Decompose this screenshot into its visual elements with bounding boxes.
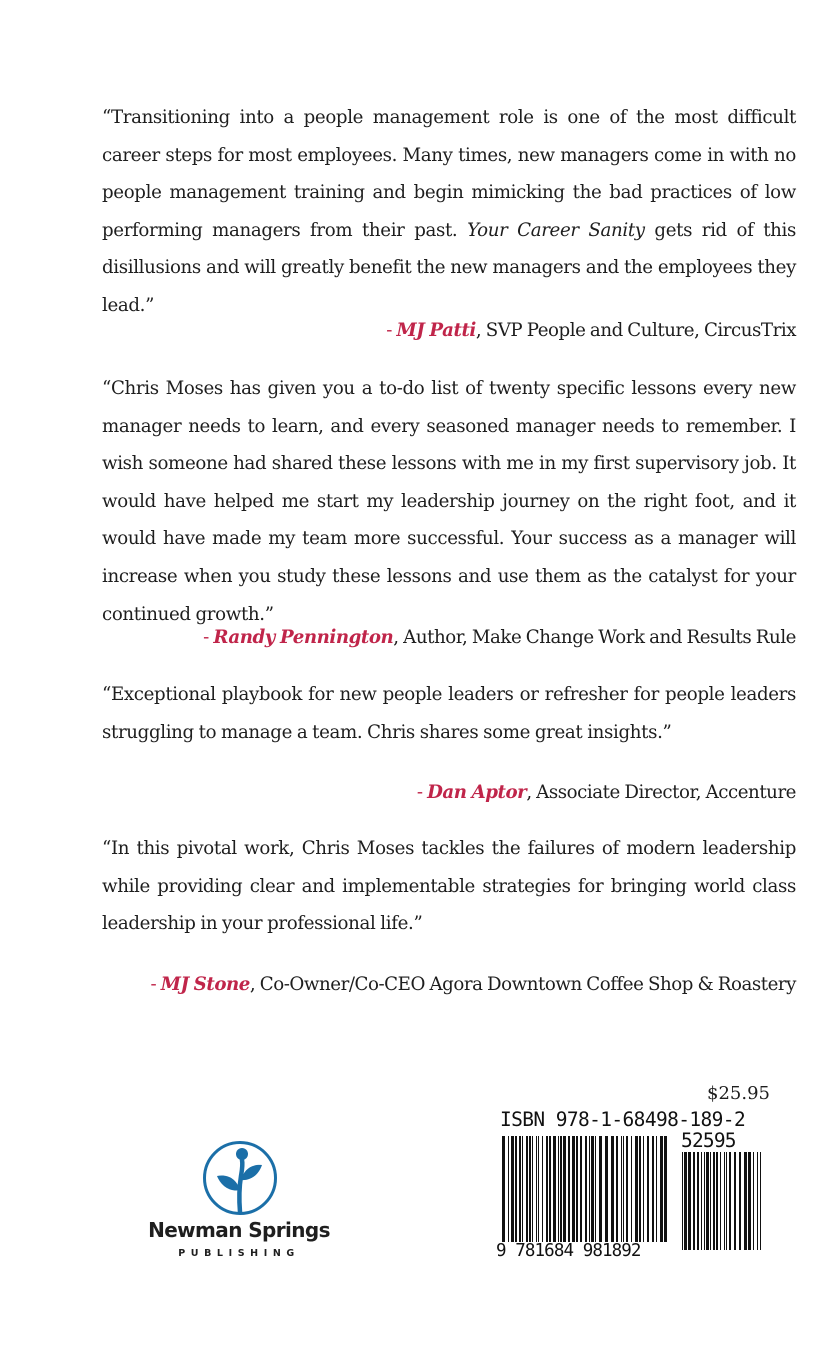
barcode-bar	[616, 1136, 618, 1242]
blurb-attribution	[203, 625, 796, 651]
barcode-bar	[635, 1136, 638, 1242]
barcode-bar	[532, 1136, 533, 1242]
barcode-bar	[744, 1152, 747, 1250]
price-addon-digits: 52595	[681, 1129, 736, 1152]
barcode-bar	[558, 1136, 559, 1242]
addon-bars	[682, 1152, 761, 1250]
blurb-attribution	[417, 780, 796, 806]
isbn-barcode	[496, 1106, 772, 1262]
barcode-bar	[652, 1136, 654, 1242]
barcode-bar	[542, 1136, 543, 1242]
barcode-bar	[538, 1136, 539, 1242]
book-title-italic: Your Career Sanity	[467, 219, 645, 241]
endorser-title: , Associate Director, Accenture	[526, 782, 796, 803]
sprout-circle-icon	[202, 1140, 278, 1216]
barcode-bar	[734, 1152, 736, 1250]
barcode-bar	[549, 1136, 551, 1242]
barcode-bar	[656, 1136, 657, 1242]
barcode-bar	[682, 1152, 683, 1250]
endorser-title: , Co-Owner/Co-CEO Agora Downtown Coffee Shop & Roastery	[249, 974, 796, 995]
barcode-bar	[643, 1136, 644, 1242]
blurb-attribution	[151, 972, 796, 998]
barcode-bar	[706, 1152, 709, 1250]
barcode-bar	[688, 1152, 691, 1250]
blurb-quote-text: “Transitioning into a people management role is one of the most difficult career steps for most employees. Many times, new managers come in with no people management training and begin mimicking the bad practices of low performing managers from their past.	[102, 107, 796, 241]
blurb-attribution	[386, 318, 796, 344]
blurb-quote: “In this pivotal work, Chris Moses tackles the failures of modern leadership while providing clear and implementable strategies for bringing world class leadership in your professional life.”	[102, 838, 796, 935]
barcode-bar	[664, 1136, 667, 1242]
attribution-dash: -	[386, 320, 397, 341]
publisher-subtitle: PUBLISHING	[178, 1248, 300, 1259]
barcode-bar	[660, 1136, 663, 1242]
attribution-dash: -	[203, 627, 214, 648]
barcode-bar	[701, 1152, 702, 1250]
attribution-dash: -	[150, 974, 161, 995]
barcode-bar	[546, 1136, 548, 1242]
barcode-bar	[753, 1152, 754, 1250]
barcode-bar	[704, 1152, 705, 1250]
barcode-bar	[626, 1136, 628, 1242]
endorser-title: , Author, Make Change Work and Results Rule	[393, 627, 796, 648]
barcode-bar	[729, 1152, 731, 1250]
barcode-bar	[631, 1136, 632, 1242]
barcode-bar	[599, 1136, 602, 1242]
barcode-bar	[553, 1136, 556, 1242]
blurb-quote: “Chris Moses has given you a to-do list of twenty specific lessons every new manager needs to learn, and every seasoned manager needs to remember. I wish someone had shared these lessons with me in my first supervisory job. It would have helped me start my leadership journey on the right foot, and it would have made my team more successful. Your success as a manager will increase when you study these lessons and use them as the catalyst for your continued growth.”	[102, 378, 796, 625]
barcode-bar	[739, 1152, 741, 1250]
endorser-name: MJ Patti	[396, 320, 476, 341]
barcode-bar	[529, 1136, 531, 1242]
endorser-name: Dan Aptor	[427, 782, 527, 803]
barcode-bar	[605, 1136, 608, 1242]
barcode-bar	[621, 1136, 622, 1242]
barcode-bar	[576, 1136, 578, 1242]
barcode-bar	[508, 1136, 509, 1242]
barcode-bar	[639, 1136, 641, 1242]
attribution-dash: -	[416, 782, 428, 803]
barcode-bar	[563, 1136, 566, 1242]
barcode-bar	[713, 1152, 715, 1250]
barcode-bar	[724, 1152, 725, 1250]
barcode-bar	[595, 1136, 596, 1242]
barcode-bar	[623, 1136, 624, 1242]
barcode-bar	[560, 1136, 562, 1242]
barcode-bar	[591, 1136, 594, 1242]
barcode-bar	[726, 1152, 727, 1250]
barcode-bar	[757, 1152, 758, 1250]
barcode-bar	[515, 1136, 517, 1242]
price-label: $25.95	[707, 1083, 770, 1104]
blurb-quote	[102, 99, 796, 325]
barcode-bar	[748, 1152, 751, 1250]
ean-bars	[502, 1136, 667, 1242]
publisher-name: Newman Springs	[148, 1218, 330, 1242]
endorser-name: Randy Pennington	[213, 627, 394, 648]
isbn-text: ISBN 978-1-68498-189-2	[500, 1108, 746, 1131]
barcode-bar	[710, 1152, 711, 1250]
barcode-bar	[519, 1136, 521, 1242]
barcode-bar	[693, 1152, 695, 1250]
blurb-quote: “Exceptional playbook for new people leaders or refresher for people leaders struggling to manage a team. Chris shares some great insights.”	[102, 684, 796, 743]
barcode-bar	[536, 1136, 537, 1242]
barcode-bar	[502, 1136, 505, 1242]
barcode-bar	[684, 1152, 687, 1250]
barcode-bar	[572, 1136, 575, 1242]
barcode-bar	[611, 1136, 614, 1242]
endorser-name: MJ Stone	[160, 974, 250, 995]
barcode-bar	[522, 1136, 523, 1242]
barcode-bar	[760, 1152, 761, 1250]
publisher-logo	[128, 1140, 350, 1270]
barcode-icon	[496, 1106, 772, 1262]
barcode-bar	[716, 1152, 718, 1250]
barcode-bar	[589, 1136, 590, 1242]
barcode-bar	[568, 1136, 570, 1242]
barcode-bar	[697, 1152, 699, 1250]
barcode-bar	[647, 1136, 649, 1242]
barcode-bar	[580, 1136, 582, 1242]
barcode-bar	[526, 1136, 528, 1242]
barcode-bar	[720, 1152, 721, 1250]
endorser-title: , SVP People and Culture, CircusTrix	[475, 320, 796, 341]
blurb-quote-text: gets rid of this disillusions and will greatly benefit the new managers and the employees they lead.”	[102, 219, 796, 316]
barcode-bar	[585, 1136, 587, 1242]
barcode-bar	[511, 1136, 514, 1242]
ean-digits: 9 781684 981892	[496, 1241, 641, 1261]
